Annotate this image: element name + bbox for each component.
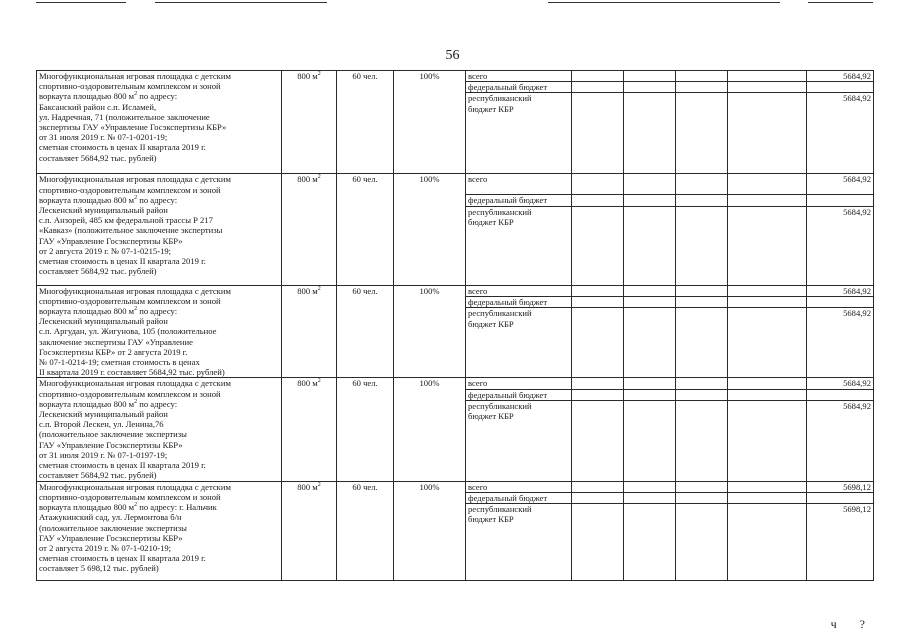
empty-cell: [624, 82, 676, 93]
object-description: Многофункциональная игровая площадка с детским спортивно-оздоровительным комплексом и зоной воркаута площадью 800 $м^2$ по адресу: Лескенский муниципальный район с.п. Анзорей, 485 км федеральной трассы Р 217 «Кавказ» (положительное заключение экспертизы ГАУ «Управление Госэкспертизы КБР» от 2 августа 2019 г. № 07-1-0215-19; сметная стоимость в ценах II квартала 2019 г. составляет 5684,92 тыс. рублей): [37, 174, 282, 285]
empty-cell: [624, 493, 676, 504]
amount-value: [807, 493, 874, 504]
funding-source-label: федеральный бюджет: [466, 389, 572, 400]
empty-cell: [728, 481, 807, 492]
empty-cell: [728, 308, 807, 378]
empty-cell: [676, 481, 728, 492]
empty-cell: [624, 285, 676, 296]
page-number: 56: [445, 48, 460, 63]
funding-source-label: федеральный бюджет: [466, 493, 572, 504]
readiness-percent: 100%: [394, 481, 466, 580]
amount-value: 5684,92: [807, 93, 874, 174]
empty-cell: [676, 285, 728, 296]
amount-value: [807, 296, 874, 307]
top-rule-3: [548, 2, 780, 3]
empty-cell: [624, 400, 676, 481]
empty-cell: [676, 174, 728, 195]
empty-cell: [572, 493, 624, 504]
empty-cell: [572, 195, 624, 206]
funding-source-label: всего: [466, 71, 572, 82]
empty-cell: [728, 93, 807, 174]
readiness-percent: 100%: [394, 71, 466, 174]
area-value: 800 $м^2$: [282, 285, 337, 378]
empty-cell: [572, 93, 624, 174]
empty-cell: [676, 504, 728, 581]
empty-cell: [572, 389, 624, 400]
empty-cell: [572, 82, 624, 93]
empty-cell: [676, 378, 728, 389]
empty-cell: [728, 504, 807, 581]
empty-cell: [676, 93, 728, 174]
empty-cell: [676, 400, 728, 481]
amount-value: [807, 195, 874, 206]
empty-cell: [728, 82, 807, 93]
object-description: Многофункциональная игровая площадка с детским спортивно-оздоровительным комплексом и зоной воркаута площадью 800 $м^2$ по адресу: Лескенский муниципальный район с.п. Второй Лескен, ул. Ленина,76 (положительное заключение экспертизы ГАУ «Управление Госэкспертизы КБР» от 31 июля 2019 г. № 07-1-0197-19; сметная стоимость в ценах II квартала 2019 г. составляет 5684,92 тыс. рублей): [37, 378, 282, 481]
area-value: 800 $м^2$: [282, 481, 337, 580]
funding-source-label: республиканский бюджет КБР: [466, 308, 572, 378]
empty-cell: [572, 71, 624, 82]
capacity-value: 60 чел.: [337, 481, 394, 580]
amount-value: 5684,92: [807, 71, 874, 82]
empty-cell: [572, 400, 624, 481]
empty-cell: [728, 389, 807, 400]
table-row: [37, 481, 874, 492]
funding-source-label: республиканский бюджет КБР: [466, 93, 572, 174]
empty-cell: [676, 206, 728, 285]
amount-value: 5684,92: [807, 206, 874, 285]
capacity-value: 60 чел.: [337, 378, 394, 481]
top-rule-4: [808, 2, 873, 3]
table-row: [37, 285, 874, 296]
amount-value: 5684,92: [807, 400, 874, 481]
empty-cell: [676, 308, 728, 378]
empty-cell: [676, 195, 728, 206]
object-description: Многофункциональная игровая площадка с детским спортивно-оздоровительным комплексом и зоной воркаута площадью 800 $м^2$ по адресу: г. Нальчик Атажукинский сад, ул. Лермонтова б/н (положительное заключение экспертизы ГАУ «Управление Госэкспертизы КБР» от 2 августа 2019 г. № 07-1-0210-19; сметная стоимость в ценах II квартала 2019 г. составляет 5 698,12 тыс. рублей): [37, 481, 282, 580]
empty-cell: [728, 493, 807, 504]
empty-cell: [572, 174, 624, 195]
amount-value: 5684,92: [807, 378, 874, 389]
capacity-value: 60 чел.: [337, 174, 394, 285]
readiness-percent: 100%: [394, 378, 466, 481]
funding-source-label: всего: [466, 481, 572, 492]
capacity-value: 60 чел.: [337, 285, 394, 378]
empty-cell: [728, 296, 807, 307]
empty-cell: [624, 93, 676, 174]
amount-value: 5698,12: [807, 504, 874, 581]
budget-table: [36, 70, 874, 581]
empty-cell: [572, 206, 624, 285]
empty-cell: [728, 195, 807, 206]
empty-cell: [728, 206, 807, 285]
funding-source-label: федеральный бюджет: [466, 296, 572, 307]
empty-cell: [572, 308, 624, 378]
object-description: Многофункциональная игровая площадка с детским спортивно-оздоровительным комплексом и зоной воркаута площадью 800 $м^2$ по адресу: Баксанский район с.п. Исламей, ул. Надречная, 71 (положительное заключение экспертизы ГАУ «Управление Госэкспертизы КБР» от 31 июля 2019 г. № 07-1-0201-19; сметная стоимость в ценах II квартала 2019 г. составляет 5684,92 тыс. рублей): [37, 71, 282, 174]
empty-cell: [572, 285, 624, 296]
empty-cell: [676, 389, 728, 400]
table-row: [37, 174, 874, 195]
empty-cell: [728, 174, 807, 195]
funding-source-label: республиканский бюджет КБР: [466, 504, 572, 581]
funding-source-label: республиканский бюджет КБР: [466, 400, 572, 481]
area-value: 800 $м^2$: [282, 71, 337, 174]
area-value: 800 $м^2$: [282, 174, 337, 285]
empty-cell: [572, 504, 624, 581]
empty-cell: [572, 481, 624, 492]
empty-cell: [624, 504, 676, 581]
empty-cell: [624, 195, 676, 206]
empty-cell: [728, 378, 807, 389]
empty-cell: [624, 174, 676, 195]
amount-value: 5684,92: [807, 308, 874, 378]
empty-cell: [624, 378, 676, 389]
area-value: 800 $м^2$: [282, 378, 337, 481]
empty-cell: [676, 493, 728, 504]
empty-cell: [624, 389, 676, 400]
empty-cell: [676, 82, 728, 93]
footer-mark: ч ?: [830, 617, 875, 631]
empty-cell: [572, 378, 624, 389]
empty-cell: [624, 481, 676, 492]
readiness-percent: 100%: [394, 285, 466, 378]
table-row: [37, 378, 874, 389]
funding-source-label: всего: [466, 378, 572, 389]
funding-source-label: республиканский бюджет КБР: [466, 206, 572, 285]
amount-value: 5698,12: [807, 481, 874, 492]
amount-value: [807, 389, 874, 400]
funding-source-label: федеральный бюджет: [466, 82, 572, 93]
top-rule-2: [155, 2, 327, 3]
empty-cell: [624, 206, 676, 285]
empty-cell: [624, 308, 676, 378]
funding-source-label: федеральный бюджет: [466, 195, 572, 206]
empty-cell: [572, 296, 624, 307]
table-row: [37, 71, 874, 82]
empty-cell: [624, 71, 676, 82]
empty-cell: [728, 71, 807, 82]
empty-cell: [676, 296, 728, 307]
amount-value: [807, 82, 874, 93]
object-description: Многофункциональная игровая площадка с детским спортивно-оздоровительным комплексом и зоной воркаута площадью 800 $м^2$ по адресу: Лескенский муниципальный район с.п. Аргудан, ул. Жигунова, 105 (положительное заключение экспертизы ГАУ «Управление Госэкспертизы КБР» от 2 августа 2019 г. № 07-1-0214-19; сметная стоимость в ценах II квартала 2019 г. составляет 5684,92 тыс. рублей): [37, 285, 282, 378]
amount-value: 5684,92: [807, 285, 874, 296]
funding-source-label: всего: [466, 174, 572, 195]
empty-cell: [676, 71, 728, 82]
funding-source-label: всего: [466, 285, 572, 296]
top-rule-1: [36, 2, 126, 3]
empty-cell: [728, 285, 807, 296]
readiness-percent: 100%: [394, 174, 466, 285]
amount-value: 5684,92: [807, 174, 874, 195]
empty-cell: [624, 296, 676, 307]
empty-cell: [728, 400, 807, 481]
capacity-value: 60 чел.: [337, 71, 394, 174]
